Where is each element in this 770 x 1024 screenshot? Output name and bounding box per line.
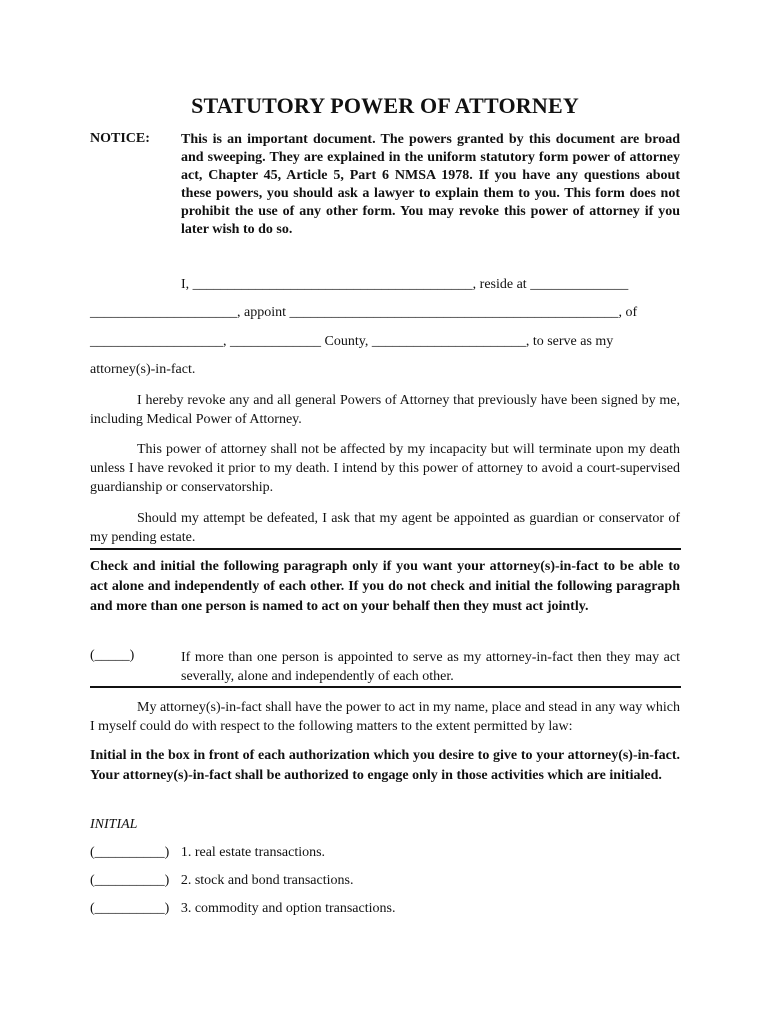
fill-line-county[interactable]: ___________________, _____________ County, ______________________, to serve as my xyxy=(90,334,614,349)
authorization-item[interactable] xyxy=(90,901,395,917)
section-divider-bottom xyxy=(90,686,681,688)
initial-blank[interactable]: (__________) xyxy=(90,901,170,916)
fill-line-attorney: attorney(s)-in-fact. xyxy=(90,362,196,377)
item-number: 3. xyxy=(180,901,192,916)
initial-blank[interactable]: (__________) xyxy=(90,873,170,888)
item-number: 2. xyxy=(180,873,192,888)
item-text: stock and bond transactions. xyxy=(194,873,354,888)
revoke-paragraph: I hereby revoke any and all general Powers of Attorney that previously have been signed by me, including Medical Power of Attorney. xyxy=(90,393,680,427)
power-paragraph: My attorney(s)-in-fact shall have the power to act in my name, place and stead in any way which I myself could do with respect to the following matters to the extent permitted by law: xyxy=(90,700,680,734)
defeated-paragraph: Should my attempt be defeated, I ask that my agent be appointed as guardian or conservator of my pending estate. xyxy=(90,511,680,545)
section-divider-top xyxy=(90,548,681,550)
item-text: real estate transactions. xyxy=(194,845,326,860)
initial-box-instructions: Initial in the box in front of each authorization which you desire to give to your attorney(s)-in-fact. Your attorney(s)-in-fact shall be authorized to engage only in those activities which are initialed. xyxy=(90,748,680,783)
check-initial-instructions: Check and initial the following paragraph only if you want your attorney(s)-in-fact to be able to act alone and independently of each other. If you do not check and initial the following paragraph and more than one person is named to act on your behalf then they must act jointly. xyxy=(90,559,680,614)
notice-label: NOTICE: xyxy=(90,131,150,146)
authorization-item[interactable] xyxy=(90,873,353,889)
initial-heading: INITIAL xyxy=(90,817,138,832)
item-text: commodity and option transactions. xyxy=(194,901,396,916)
initial-blank[interactable]: (__________) xyxy=(90,845,170,860)
check-initial-text: If more than one person is appointed to serve as my attorney-in-fact then they may act severally, alone and independently of each other. xyxy=(181,650,680,684)
fill-line-appoint[interactable]: _____________________, appoint _______________________________________________, of xyxy=(90,305,638,320)
check-initial-blank[interactable]: (_____) xyxy=(90,648,135,663)
notice-text: This is an important document. The powers granted by this document are broad and sweeping. They are explained in the uniform statutory form power of attorney act, Chapter 45, Article 5, Part 6 NMSA 1978. If you have any questions about these powers, you should ask a lawyer to explain them to you. This form does not prohibit the use of any other form. You may revoke this power of attorney if you later wish to do so. xyxy=(181,132,680,237)
incapacity-paragraph: This power of attorney shall not be affected by my incapacity but will terminate upon my death unless I have revoked it prior to my death. I intend by this power of attorney to avoid a court-supervised guardianship or conservatorship. xyxy=(90,442,680,495)
item-number: 1. xyxy=(180,845,192,860)
document-title: STATUTORY POWER OF ATTORNEY xyxy=(191,93,579,118)
fill-line-name[interactable]: I, ________________________________________, reside at ______________ xyxy=(181,277,629,292)
authorization-item[interactable] xyxy=(90,845,325,861)
